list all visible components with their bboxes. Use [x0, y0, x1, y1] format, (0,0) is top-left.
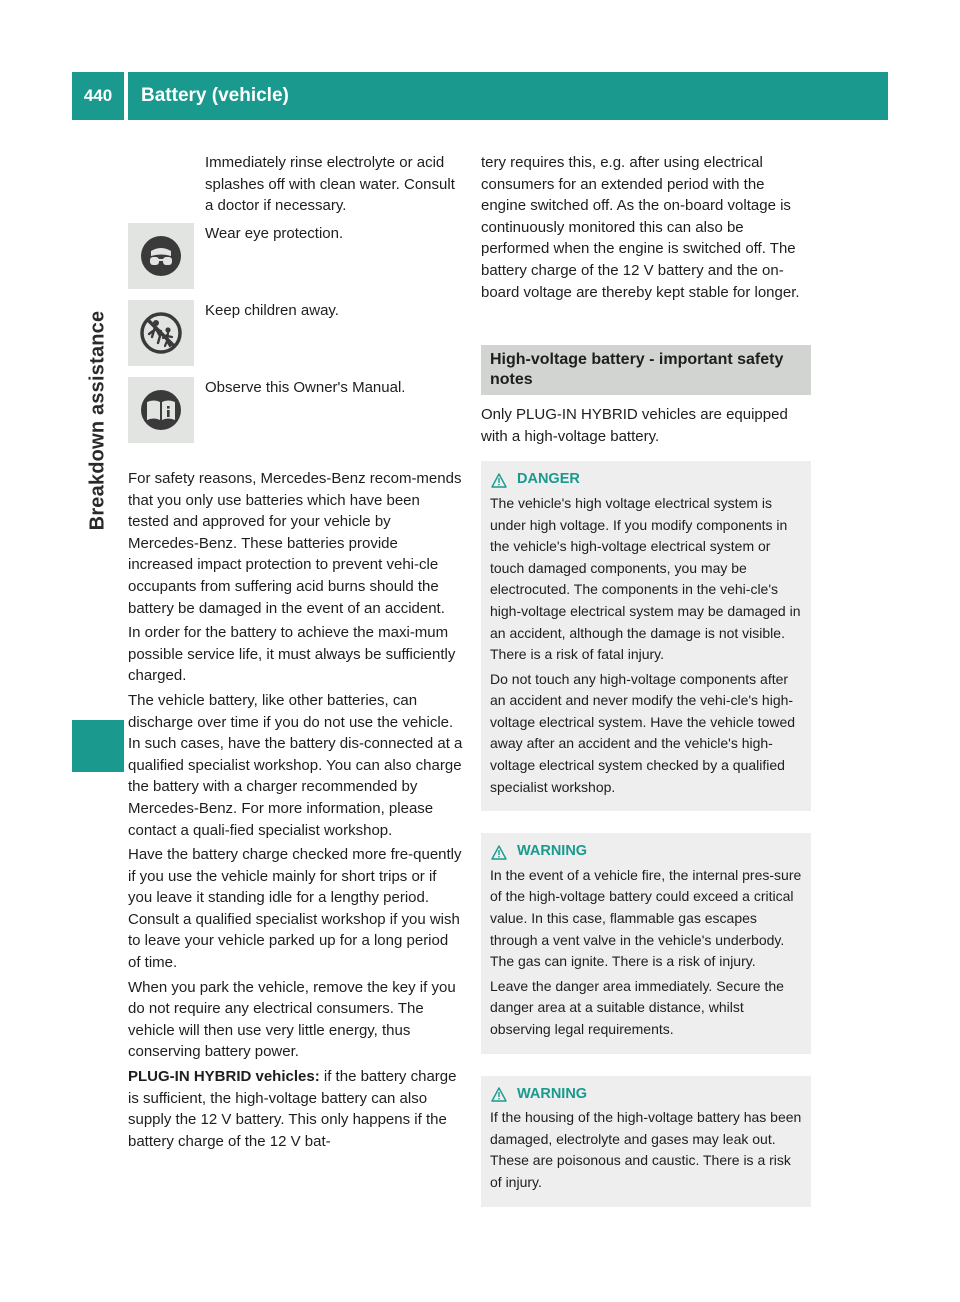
note-title: WARNING — [517, 1085, 588, 1102]
side-tab-marker — [72, 720, 124, 772]
note-header — [490, 1084, 803, 1106]
hybrid-text: if the battery charge is sufficient, the high-voltage battery can also supply the 12 V battery. This only happens if the battery charge of the 12 V bat- — [128, 1068, 457, 1150]
note-paragraph: In the event of a vehicle fire, the internal pres-sure of the high-voltage battery could exceed a critical value. In this case, flammable gas escapes through a vent valve in the vehicle's underbody. The gas can ignite. There is a risk of injury. — [490, 866, 802, 970]
note-paragraph: Leave the danger area immediately. Secure the danger area at a suitable distance, whilst observing legal requirements. — [490, 977, 784, 1037]
symbol-text: Wear eye protection. — [205, 225, 344, 242]
left-column — [128, 152, 463, 1155]
note-header — [490, 841, 803, 863]
side-tab — [72, 130, 124, 710]
note-title: WARNING — [517, 843, 588, 860]
keep-children-away-icon — [128, 300, 194, 366]
warning-note — [481, 1076, 811, 1207]
paragraph: The vehicle battery, like other batteries, can discharge over time if you do not use the vehicle. In such cases, have the battery dis-connected at a qualified specialist workshop. You can also charge the battery with a charger recommended by Mercedes-Benz. For more information, please contact a quali-fied specialist workshop. — [128, 691, 463, 839]
paragraph: For safety reasons, Mercedes-Benz recom-mends that you only use batteries which have been tested and approved for your vehicle by Mercedes-Benz. These batteries provide increased impact protection to prevent vehi-cle occupants from suffering acid burns should the battery be damaged in the event of an accident. — [128, 470, 462, 617]
page-number: 440 — [72, 72, 124, 120]
note-paragraph: If the housing of the high-voltage battery has been damaged, electrolyte and gases may leak out. These are poisonous and caustic. There is a risk of injury. — [490, 1109, 802, 1190]
note-paragraph: The vehicle's high voltage electrical system is under high voltage. If you modify components in the vehicle's high-voltage electrical system or touch damaged components, you may be electrocuted. The components in the vehi-cle's high-voltage electrical system may be damaged in an accident, although the damage is not visible. There is a risk of fatal injury. — [490, 494, 801, 663]
side-tab-label: Breakdown assistance — [86, 310, 109, 530]
symbol-text: Observe this Owner's Manual. — [205, 379, 406, 396]
paragraph: Have the battery charge checked more fre-quently if you use the vehicle mainly for short trips or if you leave it standing idle for a lengthy period. Consult a qualified specialist workshop if you wish to leave your vehicle parked up for a long period of time. — [128, 846, 462, 972]
section-title: Battery (vehicle) — [141, 85, 289, 106]
hybrid-paragraph — [128, 1066, 463, 1152]
warning-triangle-icon — [491, 1087, 507, 1102]
note-title: DANGER — [517, 471, 580, 488]
warning-triangle-icon — [491, 845, 507, 860]
section-heading: High-voltage battery - important safety notes — [481, 345, 811, 395]
symbol-row — [128, 377, 463, 454]
paragraph: In order for the battery to achieve the maxi-mum possible service life, it must always be sufficiently charged. — [128, 624, 456, 685]
note-header — [490, 469, 803, 491]
hybrid-label: PLUG-IN HYBRID vehicles: — [128, 1068, 320, 1086]
danger-note — [481, 461, 811, 811]
symbol-row — [128, 223, 463, 300]
warning-note — [481, 833, 811, 1053]
symbol-text: Keep children away. — [205, 302, 339, 319]
section-header — [128, 72, 888, 120]
symbol-row — [128, 300, 463, 377]
rinse-row — [128, 152, 463, 223]
continuation-paragraph: tery requires this, e.g. after using electrical consumers for an extended period with the engine switched off. As the on-board voltage is continuously monitored this can also be performed when the engine is switched off. The battery charge of the 12 V battery and the on-board voltage are thereby kept stable for longer. — [481, 154, 800, 301]
right-column — [481, 152, 811, 1221]
rinse-text: Immediately rinse electrolyte or acid splashes off with clean water. Consult a doctor if necessary. — [205, 154, 455, 215]
warning-triangle-icon — [491, 473, 507, 488]
intro-paragraph: Only PLUG-IN HYBRID vehicles are equipped with a high-voltage battery. — [481, 406, 788, 445]
paragraph: When you park the vehicle, remove the key if you do not require any electrical consumers. The vehicle will then use very little energy, thus conserving battery power. — [128, 978, 456, 1061]
owners-manual-icon — [128, 377, 194, 443]
note-paragraph: Do not touch any high-voltage components after an accident and never modify the vehi-cle's high-voltage electrical system. Have the vehicle towed away after an accident and the vehicle's high-voltage electrical system checked by a qualified specialist workshop. — [490, 670, 796, 795]
eye-protection-icon — [128, 223, 194, 289]
